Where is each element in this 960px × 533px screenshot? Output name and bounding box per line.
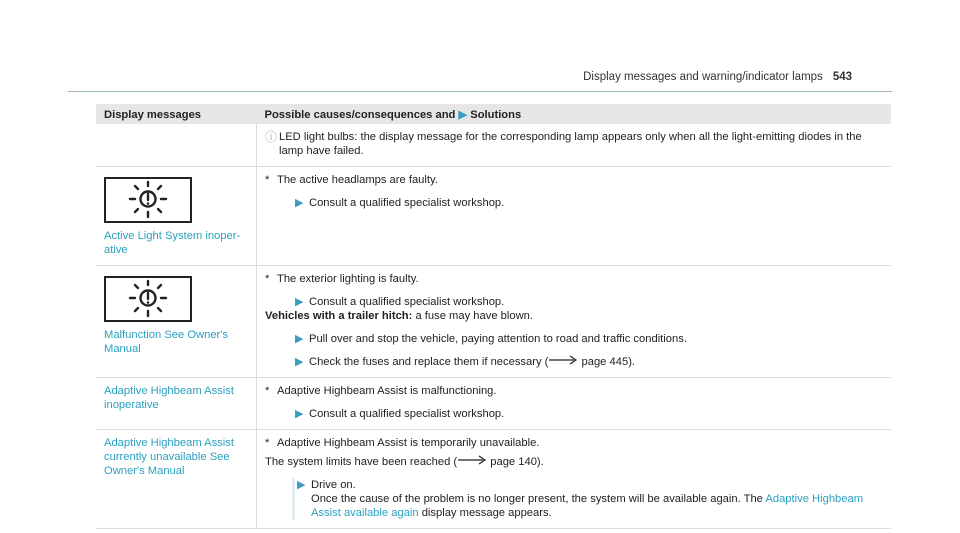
table-header-row (96, 104, 891, 124)
solution-step: ▶ Consult a qualified specialist workshop. (295, 408, 505, 421)
note-text: LED light bulbs: the display message for the corresponding lamp appears only when all the light-emitting diodes in the lamp have failed. (279, 131, 862, 157)
table-row: Adaptive Highbeam Assist inoperative * Adaptive Highbeam Assist is malfunctioning. ▶ Consult a qualified specialist workshop. (96, 378, 891, 430)
step-arrow-icon: ▶ (295, 356, 304, 368)
exterior-light-fault-icon (104, 276, 192, 322)
display-message-inline: Adaptive Highbeam Assist available again (311, 493, 864, 520)
display-message: Malfunction See Owner's Manual (104, 329, 229, 355)
solution-step: ▶ Pull over and stop the vehicle, paying attention to road and traffic conditions. (295, 333, 687, 345)
display-message: Adaptive Highbeam Assist currently unavailable See Owner's Manual (104, 437, 234, 478)
solution-step: ▶ Check the fuses and replace them if necessary ( page 445). (295, 356, 636, 368)
note (265, 130, 883, 158)
step-arrow-icon: ▶ (295, 408, 304, 421)
cause-text: Adaptive Highbeam Assist is malfunctioning. (277, 385, 497, 398)
step-arrow-icon: ▶ (295, 296, 304, 308)
page-reference-arrow-icon (457, 455, 487, 469)
table-row-note (96, 124, 891, 167)
cause-text: The active headlamps are faulty. (277, 174, 438, 186)
col-causes-header: Possible causes/consequences and ▶ Solutions (257, 104, 892, 124)
system-limits-text: The system limits have been reached ( page 140). (265, 456, 544, 469)
cause-text: The exterior lighting is faulty. (277, 273, 419, 285)
solution-step: ▶ Consult a qualified specialist workshop. (295, 197, 505, 209)
step-arrow-icon: ▶ (295, 197, 304, 209)
page-reference-link[interactable]: page 140 (490, 456, 537, 469)
page-header-title: Display messages and warning/indicator lamps (583, 71, 823, 83)
display-message: Adaptive Highbeam Assist inoperative (104, 385, 234, 412)
trailer-hitch-note: Vehicles with a trailer hitch: a fuse may have blown. (265, 310, 534, 322)
step-arrow-icon: ▶ (297, 479, 306, 492)
col-display-messages-header: Display messages (96, 104, 257, 124)
page-reference-arrow-icon (548, 355, 578, 369)
display-message: Active Light System inoper-ative (104, 230, 241, 256)
page-number: 543 (832, 71, 852, 83)
table-row: Active Light System inoper-ative * The active headlamps are faulty. ▶ Consult a qualified specialist workshop. (96, 167, 891, 266)
table-row: Adaptive Highbeam Assist currently unavailable See Owner's Manual * Adaptive Highbeam Assist is temporarily unavailable. The system limits have been reached ( page 140). ▶ Drive on. Once the cause of the problem is no longer present, the system will be available again. The Adaptive Highbeam Assist available again display message appears. (96, 430, 891, 529)
solution-arrow-icon: ▶ (458, 109, 468, 121)
page-reference-link[interactable]: page 445 (581, 356, 629, 368)
page-header (583, 71, 852, 83)
table-row: Malfunction See Owner's Manual * The exterior lighting is faulty. ▶ Consult a qualified specialist workshop. Vehicles with a trailer hitch: a fuse may have blown. ▶ Pull over and stop the vehicle, paying attention to road and traffic conditions. ▶ Check the fuses and replace them if necessary ( page 445). (96, 266, 891, 378)
solution-step: ▶ Consult a qualified specialist workshop. (295, 296, 505, 308)
exterior-light-fault-icon (104, 177, 192, 223)
messages-table (96, 104, 891, 529)
header-rule (68, 91, 892, 92)
step-arrow-icon: ▶ (295, 333, 304, 345)
cause-text: Adaptive Highbeam Assist is temporarily unavailable. (277, 437, 540, 450)
solution-step: ▶ Drive on. Once the cause of the problem is no longer present, the system will be available again. The Adaptive Highbeam Assist available again display message appears. (292, 478, 883, 520)
info-icon: ⓘ (265, 130, 278, 144)
